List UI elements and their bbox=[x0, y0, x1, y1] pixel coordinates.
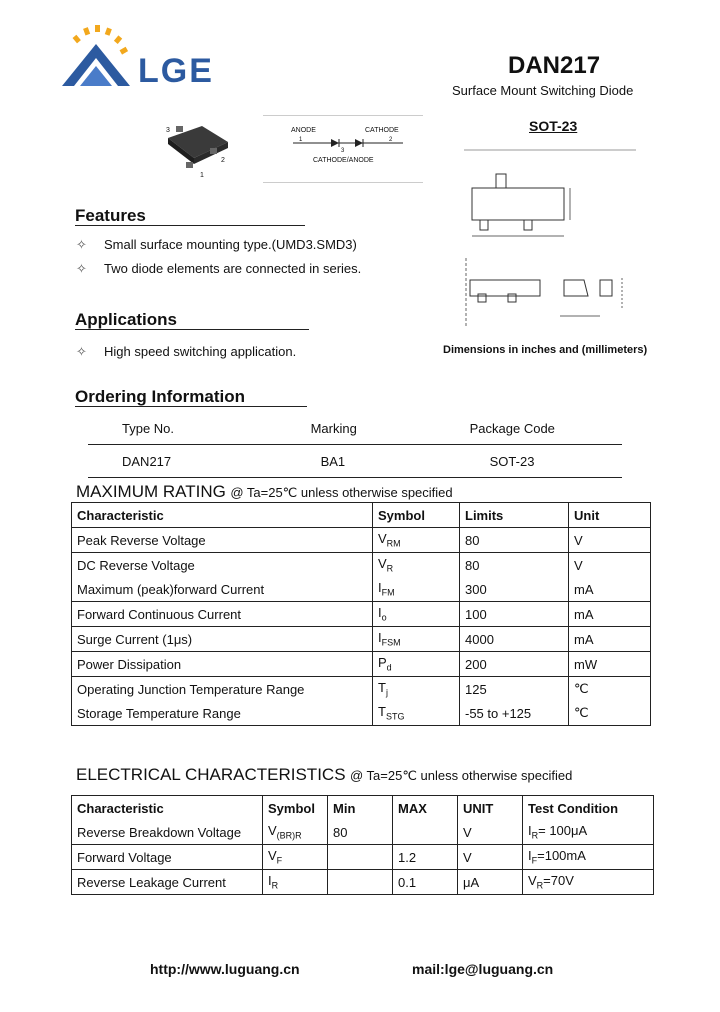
ordering-header-marking: Marking bbox=[310, 420, 357, 436]
symbol-cell bbox=[263, 870, 328, 895]
pin-label-1: 1 bbox=[200, 172, 204, 179]
characteristic-cell: Power Dissipation bbox=[72, 652, 373, 677]
symbol-subscript: o bbox=[381, 612, 387, 623]
dimension-outline-icon bbox=[460, 148, 640, 328]
dimensions-caption: Dimensions in inches and (millimeters) bbox=[443, 344, 648, 356]
characteristic-cell: Reverse Leakage Current bbox=[72, 870, 263, 895]
electrical-title bbox=[76, 765, 572, 785]
unit-cell: mW bbox=[569, 652, 651, 677]
symbol-subscript: F bbox=[276, 855, 283, 866]
characteristic-cell: Maximum (peak)forward Current bbox=[72, 577, 373, 602]
test-condition-cell bbox=[523, 870, 654, 895]
unit-cell: ℃ bbox=[569, 701, 651, 726]
symbol-cell bbox=[373, 677, 460, 702]
symbol-letter: I bbox=[378, 580, 382, 596]
symbol-subscript: FM bbox=[381, 587, 395, 598]
characteristic-cell: Peak Reverse Voltage bbox=[72, 528, 373, 553]
circuit-diagram bbox=[263, 115, 423, 183]
features-heading: Features bbox=[75, 206, 146, 225]
tc-symbol: I bbox=[528, 848, 532, 864]
max-rating-row bbox=[72, 602, 651, 627]
min-cell bbox=[328, 845, 393, 870]
logo-icon bbox=[58, 22, 138, 92]
unit-cell: mA bbox=[569, 627, 651, 652]
unit-cell: mA bbox=[569, 602, 651, 627]
symbol-subscript: j bbox=[385, 687, 388, 698]
ordering-header-row bbox=[88, 412, 622, 445]
limit-cell: -55 to +125 bbox=[460, 701, 569, 726]
electrical-header-row bbox=[72, 796, 654, 821]
unit-cell: V bbox=[569, 553, 651, 578]
symbol-cell bbox=[373, 553, 460, 578]
ordering-header-package: Package Code bbox=[469, 420, 555, 436]
max-cell: 0.1 bbox=[393, 870, 458, 895]
max-rating-row bbox=[72, 553, 651, 578]
test-condition-cell bbox=[523, 845, 654, 870]
electrical-table bbox=[71, 795, 654, 895]
ordering-package: SOT-23 bbox=[489, 453, 535, 469]
unit-cell: V bbox=[458, 845, 523, 870]
limit-cell: 300 bbox=[460, 577, 569, 602]
package-image bbox=[160, 118, 240, 178]
dimension-drawing bbox=[460, 148, 640, 328]
pin-label-3: 3 bbox=[166, 127, 170, 134]
symbol-cell bbox=[373, 701, 460, 726]
max-rating-header-row bbox=[72, 503, 651, 528]
electrical-condition: @ Ta=25℃ unless otherwise specified bbox=[349, 768, 573, 783]
electrical-heading: ELECTRICAL CHARACTERISTICS bbox=[76, 765, 346, 784]
tc-subscript: R bbox=[536, 880, 544, 891]
header-cell: Unit bbox=[569, 503, 651, 528]
symbol-cell bbox=[263, 845, 328, 870]
header-cell: Characteristic bbox=[72, 796, 263, 821]
max-rating-table bbox=[71, 502, 651, 726]
characteristic-cell: Forward Continuous Current bbox=[72, 602, 373, 627]
unit-cell: V bbox=[458, 820, 523, 845]
header-cell: MAX bbox=[393, 796, 458, 821]
test-condition-cell bbox=[523, 820, 654, 845]
features-divider bbox=[75, 225, 305, 226]
unit-cell: ℃ bbox=[569, 677, 651, 702]
symbol-subscript: R bbox=[386, 563, 394, 574]
tc-symbol: I bbox=[528, 823, 532, 839]
symbol-subscript: d bbox=[386, 662, 392, 673]
max-rating-row bbox=[72, 701, 651, 726]
feature-item: ✧ Two diode elements are connected in series. bbox=[76, 261, 362, 276]
symbol-cell bbox=[373, 528, 460, 553]
header-cell: UNIT bbox=[458, 796, 523, 821]
max-rating-heading: MAXIMUM RATING bbox=[76, 482, 226, 501]
symbol-subscript: R bbox=[271, 880, 279, 891]
ordering-table bbox=[88, 412, 622, 478]
diamond-bullet-icon: ✧ bbox=[76, 344, 87, 359]
header-cell: Limits bbox=[460, 503, 569, 528]
symbol-letter: T bbox=[378, 704, 386, 720]
pin-label-2: 2 bbox=[221, 157, 225, 164]
min-cell: 80 bbox=[328, 820, 393, 845]
sot23-package-icon bbox=[160, 118, 240, 178]
symbol-letter: T bbox=[378, 680, 386, 696]
ordering-header-type: Type No. bbox=[122, 420, 175, 436]
applications-heading: Applications bbox=[75, 310, 178, 329]
header-cell: Characteristic bbox=[72, 503, 373, 528]
header-cell: Symbol bbox=[263, 796, 328, 821]
electrical-row bbox=[72, 820, 654, 845]
tc-value: = 100μA bbox=[538, 823, 588, 839]
characteristic-cell: Surge Current (1μs) bbox=[72, 627, 373, 652]
max-rating-title bbox=[76, 482, 453, 502]
ordering-divider bbox=[75, 406, 307, 407]
symbol-letter: V bbox=[378, 531, 387, 547]
electrical-row bbox=[72, 870, 654, 895]
symbol-subscript: (BR)R bbox=[276, 830, 302, 841]
symbol-cell bbox=[373, 602, 460, 627]
symbol-letter: I bbox=[378, 605, 382, 621]
logo bbox=[58, 22, 138, 92]
unit-cell: mA bbox=[569, 577, 651, 602]
max-rating-row bbox=[72, 577, 651, 602]
tc-symbol: V bbox=[528, 873, 537, 889]
max-cell bbox=[393, 820, 458, 845]
package-name: SOT-23 bbox=[529, 118, 578, 134]
part-description: Surface Mount Switching Diode bbox=[452, 83, 634, 98]
applications-divider bbox=[75, 329, 309, 330]
limit-cell: 100 bbox=[460, 602, 569, 627]
characteristic-cell: Operating Junction Temperature Range bbox=[72, 677, 373, 702]
diamond-bullet-icon: ✧ bbox=[76, 261, 87, 276]
ordering-marking: BA1 bbox=[320, 453, 346, 469]
characteristic-cell: Forward Voltage bbox=[72, 845, 263, 870]
symbol-cell bbox=[373, 627, 460, 652]
ordering-row bbox=[88, 445, 622, 478]
symbol-letter: P bbox=[378, 655, 387, 671]
diamond-bullet-icon: ✧ bbox=[76, 237, 87, 252]
limit-cell: 125 bbox=[460, 677, 569, 702]
symbol-subscript: FSM bbox=[381, 637, 401, 648]
circuit-pin-1: 1 bbox=[299, 137, 303, 143]
max-rating-row bbox=[72, 652, 651, 677]
diode-symbol-icon bbox=[293, 136, 403, 150]
header-cell: Symbol bbox=[373, 503, 460, 528]
tc-subscript: F bbox=[531, 855, 538, 866]
max-cell: 1.2 bbox=[393, 845, 458, 870]
tc-subscript: R bbox=[531, 830, 539, 841]
email-link[interactable]: mail:lge@luguang.cn bbox=[412, 961, 554, 977]
circuit-pin-2: 2 bbox=[389, 137, 393, 143]
part-number: DAN217 bbox=[508, 52, 601, 79]
common-label: CATHODE/ANODE bbox=[313, 157, 374, 164]
characteristic-cell: Reverse Breakdown Voltage bbox=[72, 820, 263, 845]
max-rating-row bbox=[72, 528, 651, 553]
max-rating-condition: @ Ta=25℃ unless otherwise specified bbox=[230, 485, 453, 500]
limit-cell: 200 bbox=[460, 652, 569, 677]
unit-cell: μA bbox=[458, 870, 523, 895]
ordering-type: DAN217 bbox=[122, 453, 172, 469]
feature-item: ✧ Small surface mounting type.(UMD3.SMD3) bbox=[76, 237, 357, 252]
tc-value: =70V bbox=[543, 873, 574, 889]
limit-cell: 80 bbox=[460, 528, 569, 553]
symbol-letter: V bbox=[378, 556, 387, 572]
min-cell bbox=[328, 870, 393, 895]
symbol-letter: I bbox=[378, 630, 382, 646]
ordering-heading: Ordering Information bbox=[75, 387, 245, 406]
max-rating-row bbox=[72, 677, 651, 702]
symbol-letter: V bbox=[268, 823, 277, 839]
limit-cell: 80 bbox=[460, 553, 569, 578]
symbol-letter: V bbox=[268, 848, 277, 864]
header-cell: Test Condition bbox=[523, 796, 654, 821]
circuit-pin-3: 3 bbox=[341, 148, 345, 154]
brand-name: LGE bbox=[138, 52, 214, 90]
symbol-letter: I bbox=[268, 873, 272, 889]
application-item: ✧ High speed switching application. bbox=[76, 344, 297, 359]
max-rating-row bbox=[72, 627, 651, 652]
symbol-subscript: RM bbox=[386, 538, 401, 549]
cathode-label: CATHODE bbox=[365, 127, 399, 134]
limit-cell: 4000 bbox=[460, 627, 569, 652]
symbol-subscript: STG bbox=[385, 711, 405, 722]
characteristic-cell: Storage Temperature Range bbox=[72, 701, 373, 726]
symbol-cell bbox=[373, 577, 460, 602]
symbol-cell bbox=[263, 820, 328, 845]
tc-value: =100mA bbox=[537, 848, 586, 864]
website-link[interactable]: http://www.luguang.cn bbox=[150, 961, 300, 977]
header-cell: Min bbox=[328, 796, 393, 821]
symbol-cell bbox=[373, 652, 460, 677]
unit-cell: V bbox=[569, 528, 651, 553]
anode-label: ANODE bbox=[291, 127, 316, 134]
characteristic-cell: DC Reverse Voltage bbox=[72, 553, 373, 578]
electrical-row bbox=[72, 845, 654, 870]
